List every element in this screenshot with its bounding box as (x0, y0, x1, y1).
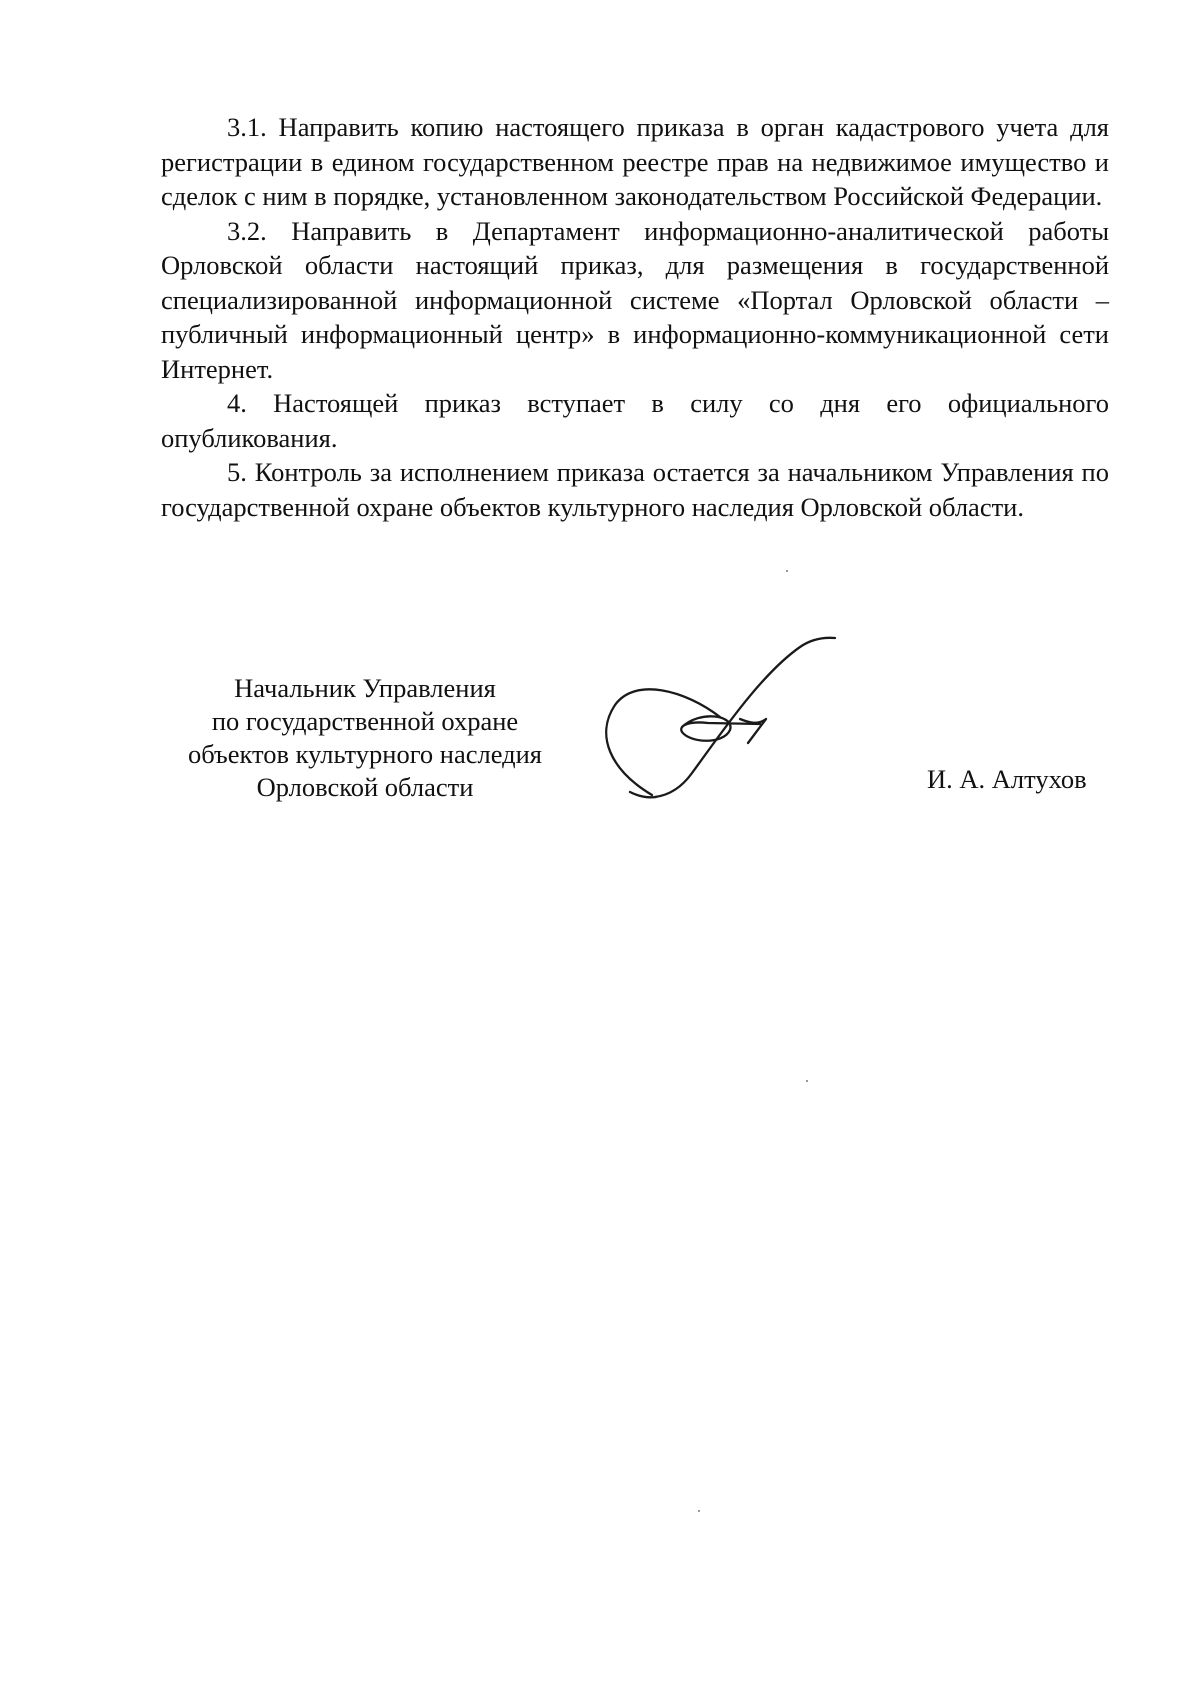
scan-speck (698, 1510, 700, 1512)
scan-speck (806, 1080, 808, 1082)
signer-position-line: Начальник Управления (234, 673, 496, 703)
signer-position-line: Орловской области (256, 772, 474, 802)
paragraph-3-2: 3.2. Направить в Департамент информационно-аналитической работы Орловской области настоящий приказ, для размещения в государственной специализированной информационной системе «Портал Орловской области – публичный информационный центр» в информационно-коммуникационной сети Интернет. (161, 215, 1109, 384)
paragraph-4: 4. Настоящей приказ вступает в силу со дня его официального опубликования. (161, 388, 1109, 453)
paragraph-3-1: 3.1. Направить копию настоящего приказа в орган кадастрового учета для регистрации в едином государственном реестре прав на недвижимое имущество и сделок с ним в порядке, установленном законодательством Российской Федерации. (161, 112, 1109, 211)
signer-position-line: объектов культурного наследия (187, 739, 542, 769)
scan-speck (786, 570, 788, 572)
document-body (161, 110, 1109, 524)
signer-position-line: по государственной охране (211, 706, 519, 736)
signer-name: И. А. Алтухов (927, 764, 1087, 794)
paragraph-5: 5. Контроль за исполнением приказа остается за начальником Управления по государственной охране объектов культурного наследия Орловской области. (161, 457, 1109, 522)
handwritten-signature (590, 635, 860, 810)
signer-position (165, 672, 565, 804)
